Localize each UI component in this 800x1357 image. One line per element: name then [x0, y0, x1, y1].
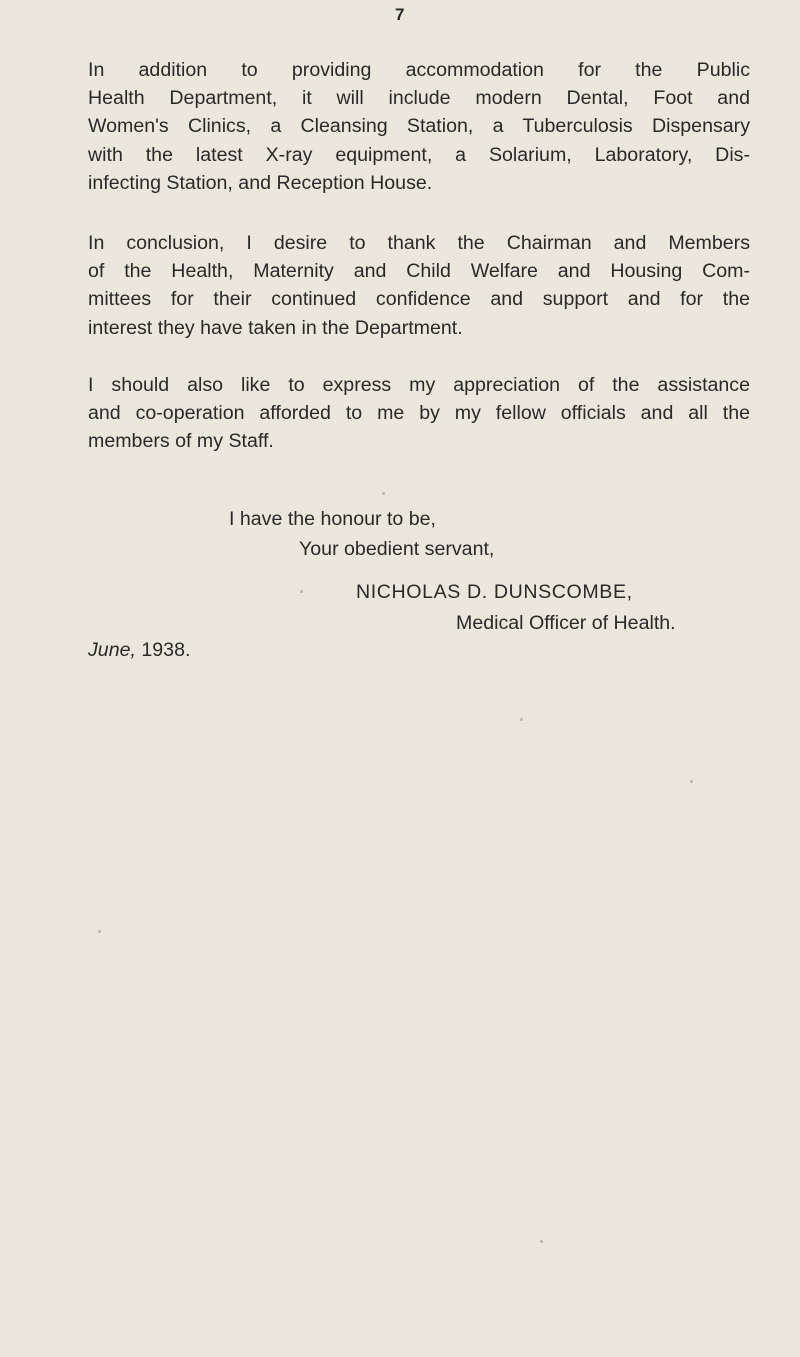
- paper-speck: [690, 780, 693, 783]
- date-line: [88, 636, 190, 664]
- paragraph-line: members of my Staff.: [88, 430, 274, 453]
- paragraph-line: In addition to providing accommodation for the Public: [88, 59, 750, 81]
- paragraph-appreciation: [88, 371, 750, 456]
- paragraph-line: interest they have taken in the Department.: [88, 316, 463, 339]
- paragraph-line: infecting Station, and Reception House.: [88, 171, 433, 194]
- signatory-name: NICHOLAS D. DUNSCOMBE,: [356, 581, 633, 603]
- paragraph-facilities: [88, 56, 750, 197]
- paragraph-line: and co-operation afforded to me by my fellow officials and all the: [88, 402, 750, 425]
- paper-speck: [300, 590, 303, 593]
- paragraph-line: Women's Clinics, a Cleansing Station, a Tuberculosis Dispensary: [88, 115, 750, 138]
- paper-speck: [540, 1240, 543, 1243]
- paper-speck: [98, 930, 101, 933]
- signatory-title: Medical Officer of Health.: [456, 612, 676, 634]
- paragraph-conclusion: [88, 229, 750, 342]
- paragraph-line: In conclusion, I desire to thank the Chairman and Members: [88, 232, 750, 254]
- date-month: June,: [88, 639, 136, 661]
- paragraph-line: with the latest X-ray equipment, a Solarium, Laboratory, Dis-: [88, 143, 750, 166]
- page-number: 7: [395, 5, 405, 24]
- closing-servant: Your obedient servant,: [299, 538, 495, 560]
- paper-speck: [382, 492, 385, 495]
- paragraph-line: I should also like to express my appreciation of the assistance: [88, 374, 750, 396]
- closing-honour: I have the honour to be,: [229, 508, 436, 530]
- paragraph-line: Health Department, it will include modern Dental, Foot and: [88, 87, 750, 110]
- date-year: 1938.: [141, 639, 191, 661]
- paragraph-line: of the Health, Maternity and Child Welfare and Housing Com-: [88, 260, 750, 283]
- paper-speck: [520, 718, 523, 721]
- paragraph-line: mittees for their continued confidence and support and for the: [88, 288, 750, 311]
